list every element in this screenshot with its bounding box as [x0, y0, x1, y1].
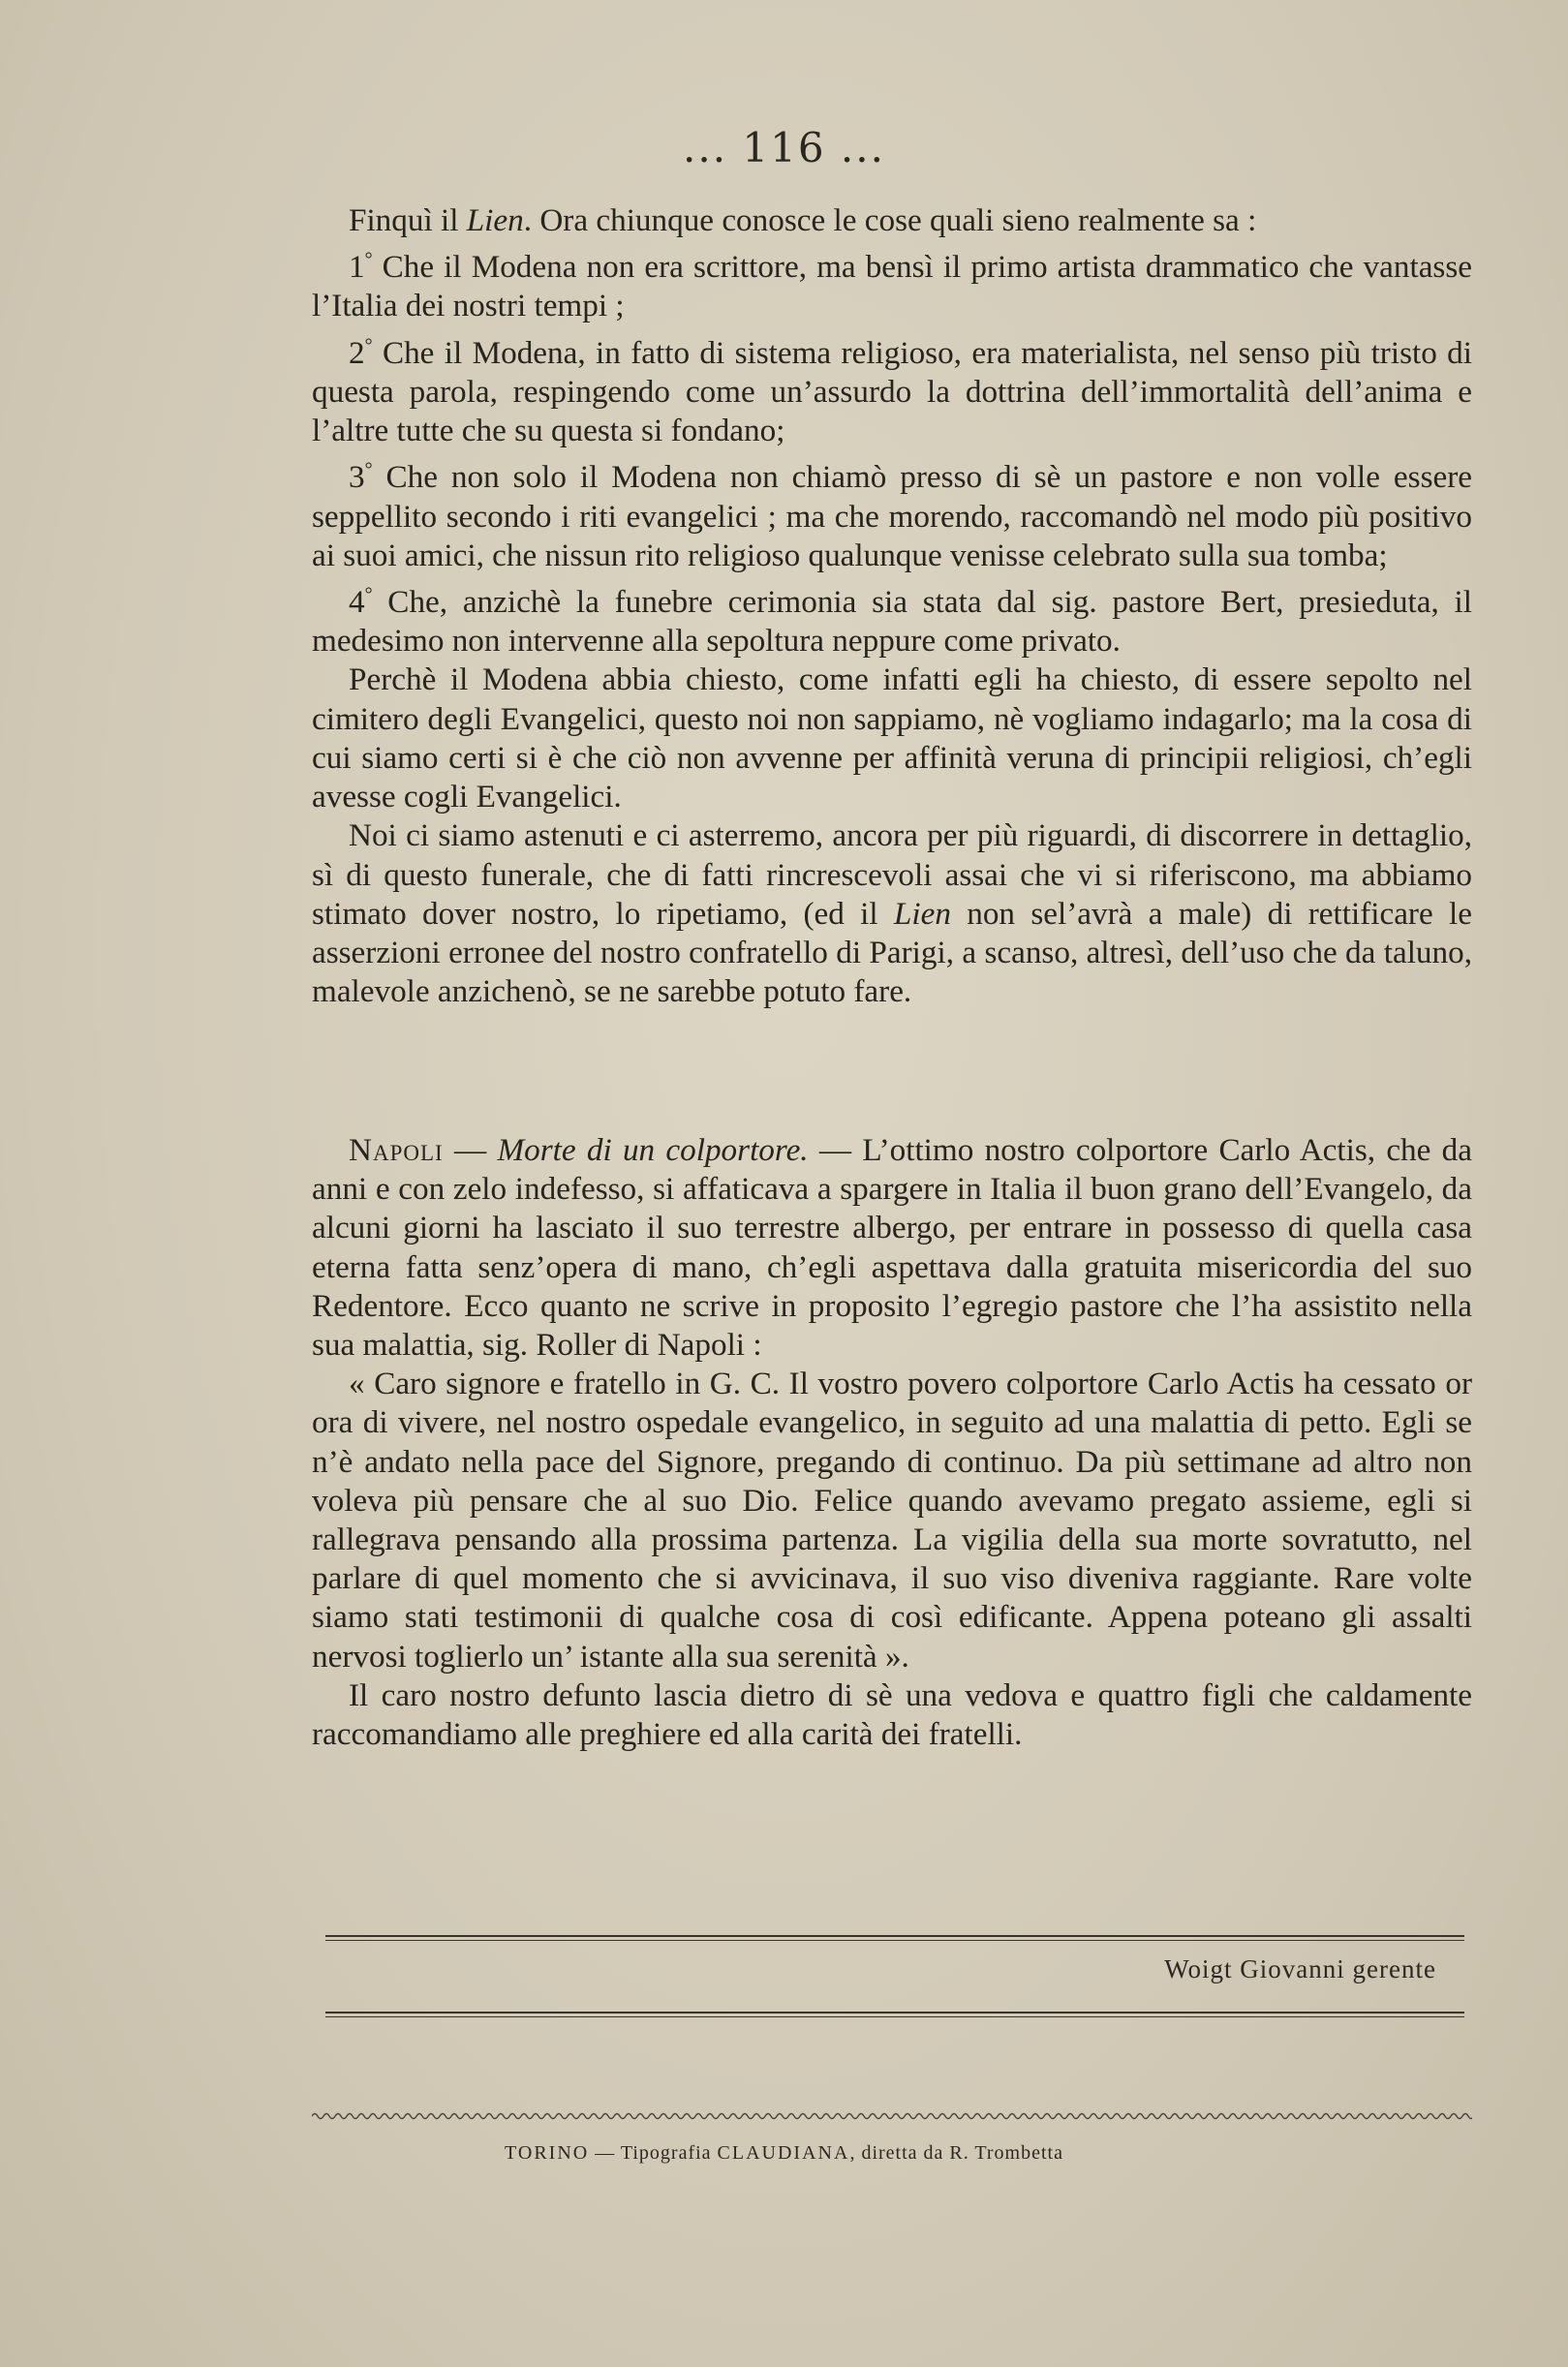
paragraph-intro: [312, 201, 1472, 240]
paragraph-text: non sel’avrà a male) di rettificare le asserzioni erronee del nostro confratello di Parigi, a scanso, altresì, dell’uso che da taluno, malevole anzichenò, se ne sarebbe potuto fare.: [312, 895, 1472, 1010]
divider-bottom: [325, 2012, 1464, 2013]
point-number: 1: [349, 249, 365, 286]
article-lien-correction: [312, 201, 1472, 1011]
ornamental-wavy-rule: [312, 2109, 1472, 2123]
imprint-city: TORINO: [505, 2142, 590, 2164]
signature-gerente: Woigt Giovanni gerente: [1164, 1954, 1436, 1983]
imprint-text: — Tipografia: [589, 2142, 718, 2164]
point-number: 3: [349, 459, 365, 496]
article-napoli-colportore: [312, 1131, 1472, 1754]
point-number: 4: [349, 584, 365, 621]
imprint-text: , diretta da R. Trombetta: [849, 2142, 1063, 2164]
paragraph-point-2: [312, 326, 1472, 451]
paragraph-point-3: [312, 450, 1472, 575]
degree-mark: °: [364, 459, 373, 481]
paragraph-burial: Perchè il Modena abbia chiesto, come infatti egli ha chiesto, di essere sepolto nel cimitero degli Evangelici, questo noi non sappiamo, nè vogliamo indagarlo; ma la cosa di cui siamo certi si è che ciò non avvenne per affinità veruna di principii religiosi, ch’egli avesse cogli Evangelici.: [312, 661, 1472, 815]
paragraph-text: Noi ci siamo astenuti e ci asterremo, ancora per più riguardi, di discorrere in dettaglio, sì di questo funerale, che di fatti rincrescevoli assai che vi si riferiscono, ma abbiamo stimato dover nostro, lo ripetiamo, (ed il: [312, 817, 1472, 932]
paragraph-conclusion: [312, 816, 1472, 1011]
paragraph-closing: Il caro nostro defunto lascia dietro di sè una vedova e quattro figli che caldamente raccomandiamo alle preghiere ed alla carità dei fratelli.: [312, 1676, 1472, 1753]
divider-top: [325, 1935, 1464, 1937]
paragraph-point-1: [312, 240, 1472, 325]
paragraph-letter-quote: « Caro signore e fratello in G. C. Il vostro povero colportore Carlo Actis ha cessato or ora di vivere, nel nostro ospedale evangelico, in seguito ad una malattia di petto. Egli se n’è andato nella pace del Signore, pregando di continuo. Da più settimane ad altro non voleva più pensare che al suo Dio. Felice quando avevamo pregato assieme, egli si rallegrava pensando alla prossima partenza. La vigilia della sua morte sovratutto, nel parlare di quel momento che si avvicinava, il suo viso diveniva raggiante. Rare volte siamo stati testimonii di qualche cosa di così edificante. Appena poteano gli assalti nervosi toglierlo un’ istante alla sua serenità ».: [312, 1366, 1472, 1675]
paragraph-text: Che, anzichè la funebre cerimonia sia stata dal sig. pastore Bert, presieduta, il medesimo non intervenne alla sepoltura neppure come privato.: [312, 584, 1472, 660]
degree-mark: °: [364, 249, 373, 271]
imprint-printer: CLAUDIANA: [717, 2142, 850, 2164]
paragraph-text: Finquì il: [349, 202, 467, 238]
divider-bottom-thin: [325, 2016, 1464, 2017]
journal-name: Lien: [466, 202, 524, 238]
paragraph-point-4: [312, 575, 1472, 661]
dash: —: [443, 1132, 498, 1168]
degree-mark: °: [364, 334, 373, 356]
place-heading: Napoli: [349, 1132, 444, 1168]
paragraph-text: — L’ottimo nostro colportore Carlo Actis, che da anni e con zelo indefesso, si affaticava a spargere in Italia il buon grano dell’Evangelo, da alcuni giorni ha lasciato il suo terrestre albergo, per entrare in possesso di quella casa eterna fatta senz’opera di mano, ch’egli aspettava dalla gratuita misericordia del suo Redentore. Ecco quanto ne scrive in proposito l’egregio pastore che l’ha assistito nella sua malattia, sig. Roller di Napoli :: [312, 1132, 1472, 1364]
paragraph-napoli-intro: [312, 1131, 1472, 1365]
paragraph-text: Che il Modena, in fatto di sistema religioso, era materialista, nel senso più tristo di questa parola, respingendo come un’assurdo la dottrina dell’immortalità dell’anima e l’altre tutte che su questa si fondano;: [312, 334, 1472, 449]
paragraph-text: Che non solo il Modena non chiamò presso di sè un pastore e non volle essere seppellito secondo i riti evangelici ; ma che morendo, raccomandò nel modo più positivo ai suoi amici, che nissun rito religioso qualunque venisse celebrato sulla sua tomba;: [312, 459, 1472, 573]
article-title: Morte di un colportore.: [497, 1132, 809, 1168]
degree-mark: °: [364, 584, 373, 606]
paragraph-text: . Ora chiunque conosce le cose quali sieno realmente sa :: [523, 202, 1257, 238]
point-number: 2: [349, 334, 365, 371]
page-number: ... 116 ...: [683, 124, 885, 171]
paragraph-text: Che il Modena non era scrittore, ma bensì il primo artista drammatico che vantasse l’Italia dei nostri tempi ;: [312, 249, 1472, 324]
divider-top-thin: [325, 1940, 1464, 1941]
printer-imprint: [0, 2142, 1568, 2165]
journal-name: Lien: [893, 895, 951, 932]
